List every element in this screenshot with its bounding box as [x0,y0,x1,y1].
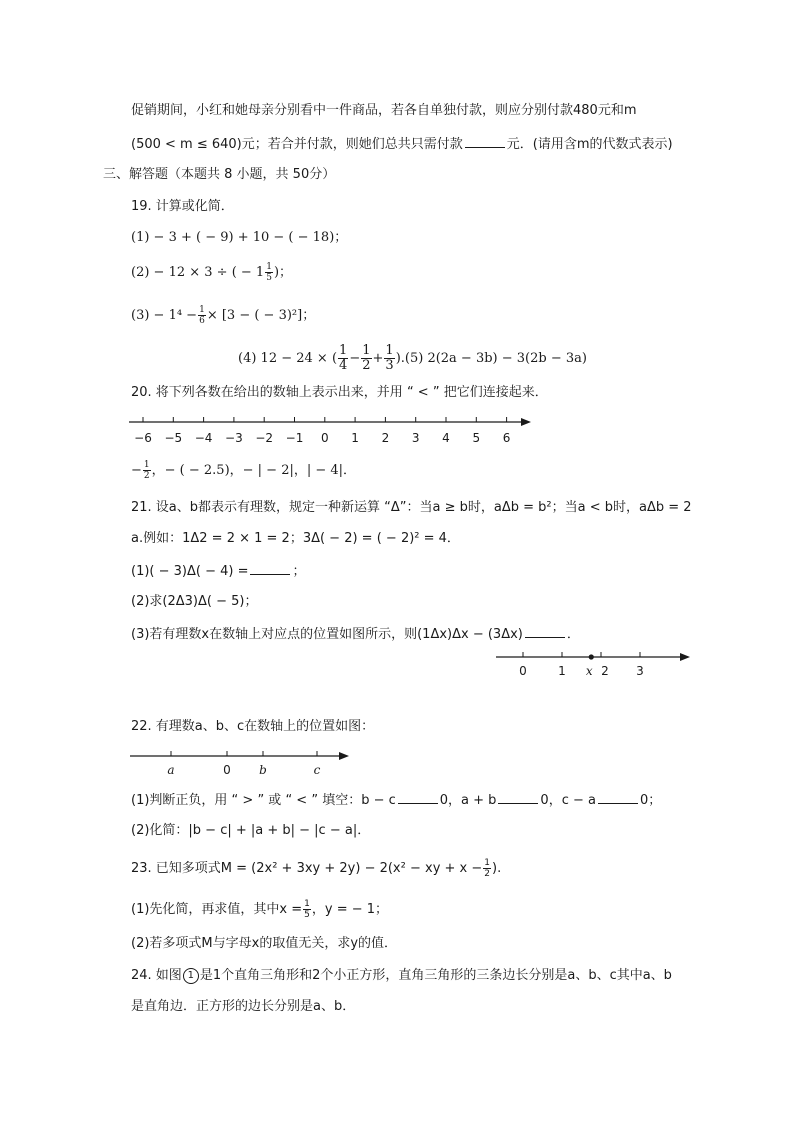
q18-line1: 促销期间，小红和她母亲分别看中一件商品，若各自单独付款，则应分别付款480元和m [131,103,637,118]
axis-arrow [339,752,349,760]
q20-numbers: − $\frac{1}{2}$ ，− ( − 2.5)，− | − 2|，| − 4|． [131,460,357,481]
q22-part2: (2)化简：|b − c| + |a + b| − |c − a|． [131,823,371,838]
fraction: $\frac{1}{5}$ [304,899,310,920]
q19-part1: (1) − 3 + ( − 9) + 10 − ( − 18)； [131,230,348,245]
q21-part2: (2)求(2Δ3)Δ( − 5)； [131,594,258,609]
q21-line1: 21. 设a、b都表示有理数，规定一种新运算 “Δ”：当a ≥ b时，aΔb = b²；当a < b时，aΔb = 2 [131,500,692,515]
tick-label: 6 [502,431,511,445]
q22-stem: 22. 有理数a、b、c在数轴上的位置如图： [131,719,375,734]
q20-stem: 20. 将下列各数在给出的数轴上表示出来，并用 “ < ” 把它们连接起来． [131,385,548,400]
tick-label: 0 [223,763,231,777]
tick-label: 5 [472,431,481,445]
tick-label: −4 [194,431,213,445]
fraction: $\frac{1}{2}$ [484,858,490,879]
tick-label: 1 [351,431,359,445]
number-line-q21 [494,648,694,678]
tick-label: 2 [601,664,609,678]
q19-part3: (3) − 1⁴ − $\frac{1}{6}$ × [3 − ( − 3)²]； [131,305,316,326]
tick-label: 1 [558,664,566,678]
answer-blank[interactable] [398,791,438,804]
tick-label: c [313,763,321,777]
tick-label: 4 [442,431,450,445]
answer-blank[interactable] [598,791,638,804]
q19-part4-5: (4) 12 − 24 × ( $\frac{1}{4}$ − $\frac{1}{2}$ + $\frac{1}{3}$ ).(5) 2(2a − 3b) − 3(2b − 3a) [238,343,587,373]
q21-part3: (3)若有理数x在数轴上对应点的位置如图所示，则(1Δx)Δx − (3Δx) ． [131,627,580,642]
tick-label: b [259,763,267,777]
fraction: $\frac{1}{6}$ [199,305,205,326]
tick-label: 0 [519,664,527,678]
q23-part2: (2)若多项式M与字母x的取值无关，求y的值． [131,936,398,951]
tick-label: 3 [636,664,644,678]
answer-blank[interactable] [525,625,565,638]
answer-blank[interactable] [465,135,505,148]
number-line-q20 [125,412,535,448]
q19-stem: 19. 计算或化简． [131,199,234,214]
q23-part1: (1)先化简，再求值，其中x = $\frac{1}{5}$ ，y = − 1； [131,899,389,920]
q24-line2: 是直角边．正方形的边长分别是a、b． [131,999,356,1014]
tick-label: −2 [255,431,274,445]
fraction: $\frac{1}{2}$ [362,343,371,373]
tick-label: 2 [381,431,390,445]
tick-label: −3 [225,431,243,445]
tick-label: −1 [285,431,304,445]
tick-label: a [167,763,175,777]
q21-line2: a.例如：1Δ2 = 2 × 1 = 2；3Δ( − 2) = ( − 2)² = 4． [131,531,460,546]
axis-arrow [680,653,690,661]
axis-arrow [521,418,531,426]
fraction: $\frac{1}{4}$ [339,343,348,373]
q19-part2: (2) − 12 × 3 ÷ ( − 1 $\frac{1}{5}$ )； [131,262,293,283]
fraction: $\frac{1}{5}$ [266,262,272,283]
fraction: $\frac{1}{3}$ [385,343,394,373]
fraction: $\frac{1}{2}$ [143,460,150,481]
tick-label: −6 [134,431,152,445]
q21-part1: (1)( − 3)Δ( − 4) = ； [131,564,306,579]
tick-label: 0 [320,431,329,445]
q22-part1: (1)判断正负，用 “ > ” 或 “ < ” 填空：b − c 0，a + b 0，c − a 0； [131,793,662,808]
number-line-q22 [128,747,353,777]
tick-label: −5 [164,431,183,445]
q18-line2: (500 < m ≤ 640)元；若合并付款，则她们总共只需付款 元．(请用含m的代数式表示) [131,137,673,152]
x-point [589,654,594,659]
answer-blank[interactable] [250,562,290,575]
answer-blank[interactable] [498,791,538,804]
q23-stem: 23. 已知多项式M = (2x² + 3xy + 2y) − 2(x² − xy + x − $\frac{1}{2}$ ). [131,858,502,879]
q24-line1: 24. 如图 1 是1个直角三角形和2个小正方形，直角三角形的三条边长分别是a、b、c其中a、b [131,968,672,983]
circled-number: 1 [183,968,199,984]
tick-label: 3 [411,431,420,445]
x-label: x [585,664,593,678]
section-title: 三、解答题（本题共 8 小题，共 50分） [103,167,336,182]
